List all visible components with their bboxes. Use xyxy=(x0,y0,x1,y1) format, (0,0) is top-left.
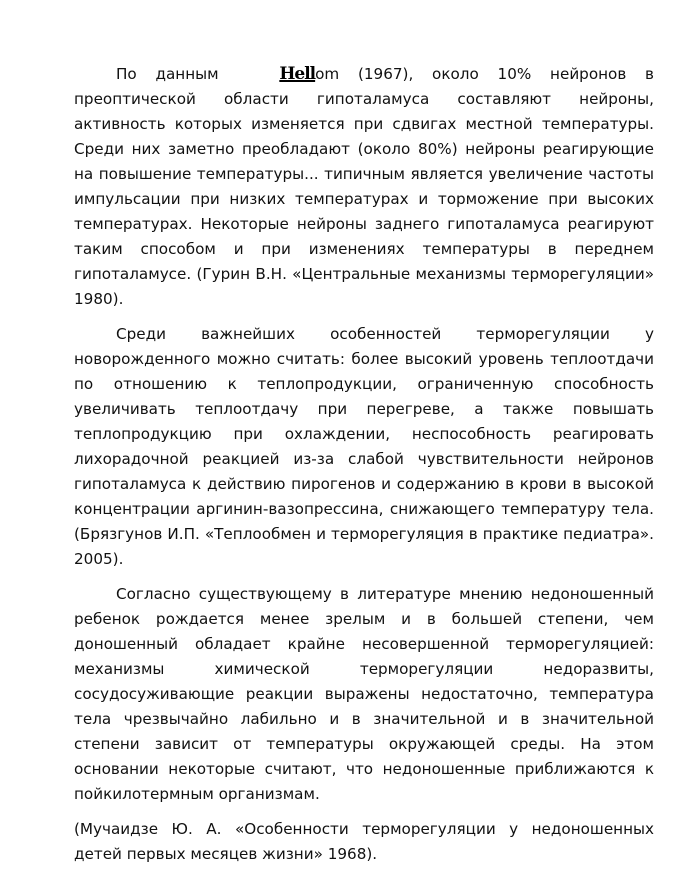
paragraph-1-start: По данным xyxy=(116,65,238,83)
paragraph-newborn-thermoregulation: Среди важнейших особенностей терморегуляции у новорожденного можно считать: более высокий уровень теплоотдачи по отношению к теплопродукции, ограниченную способность увеличивать теплоотдачу при перегреве, а также повышать теплопродукцию при охлаждении, неспособность реагировать лихорадочной реакцией из-за слабой чувствительности нейронов гипоталамуса к действию пирогенов и содержанию в крови в высокой концентрации аргинин-вазопрессина, снижающего температуру тела. (Брязгунов И.П. «Теплообмен и терморегуляция в практике педиатра». 2005). xyxy=(74,325,654,568)
paragraph-1-rest: om (1967), около 10% нейронов в преоптической области гипоталамуса составляют нейроны, активность которых изменяется при сдвигах местной температуры. Среди них заметно преобладают (около 80%) нейроны реагирующие на повышение температуры... типичным является увеличение частоты импульсации при низких температурах и торможение при высоких температурах. Некоторые нейроны заднего гипоталамуса реагируют таким способом и при изменениях температуры в переднем гипоталамусе. (Гурин В.Н. «Центральные механизмы терморегуляции» 1980). xyxy=(74,65,654,308)
document-page xyxy=(74,62,654,877)
paragraph-muchaidze-citation: (Мучаидзе Ю. А. «Особенности терморегуляции у недоношенных детей первых месяцев жизни» 1968). xyxy=(74,820,654,863)
paragraph-hellon-citation xyxy=(74,62,654,312)
obscured-author-name: Hell xyxy=(279,64,316,84)
paragraph-premature-thermoregulation: Согласно существующему в литературе мнению недоношенный ребенок рождается менее зрелым и в большей степени, чем доношенный обладает крайне несовершенной терморегуляцией: механизмы химической терморегуляции недоразвиты, сосудосуживающие реакции выражены недостаточно, температура тела чрезвычайно лабильно и в значительной и в значительной степени зависит от температуры окружающей среды. На этом основании некоторые считают, что недоношенные приближаются к пойкилотермным организмам. xyxy=(74,585,654,803)
